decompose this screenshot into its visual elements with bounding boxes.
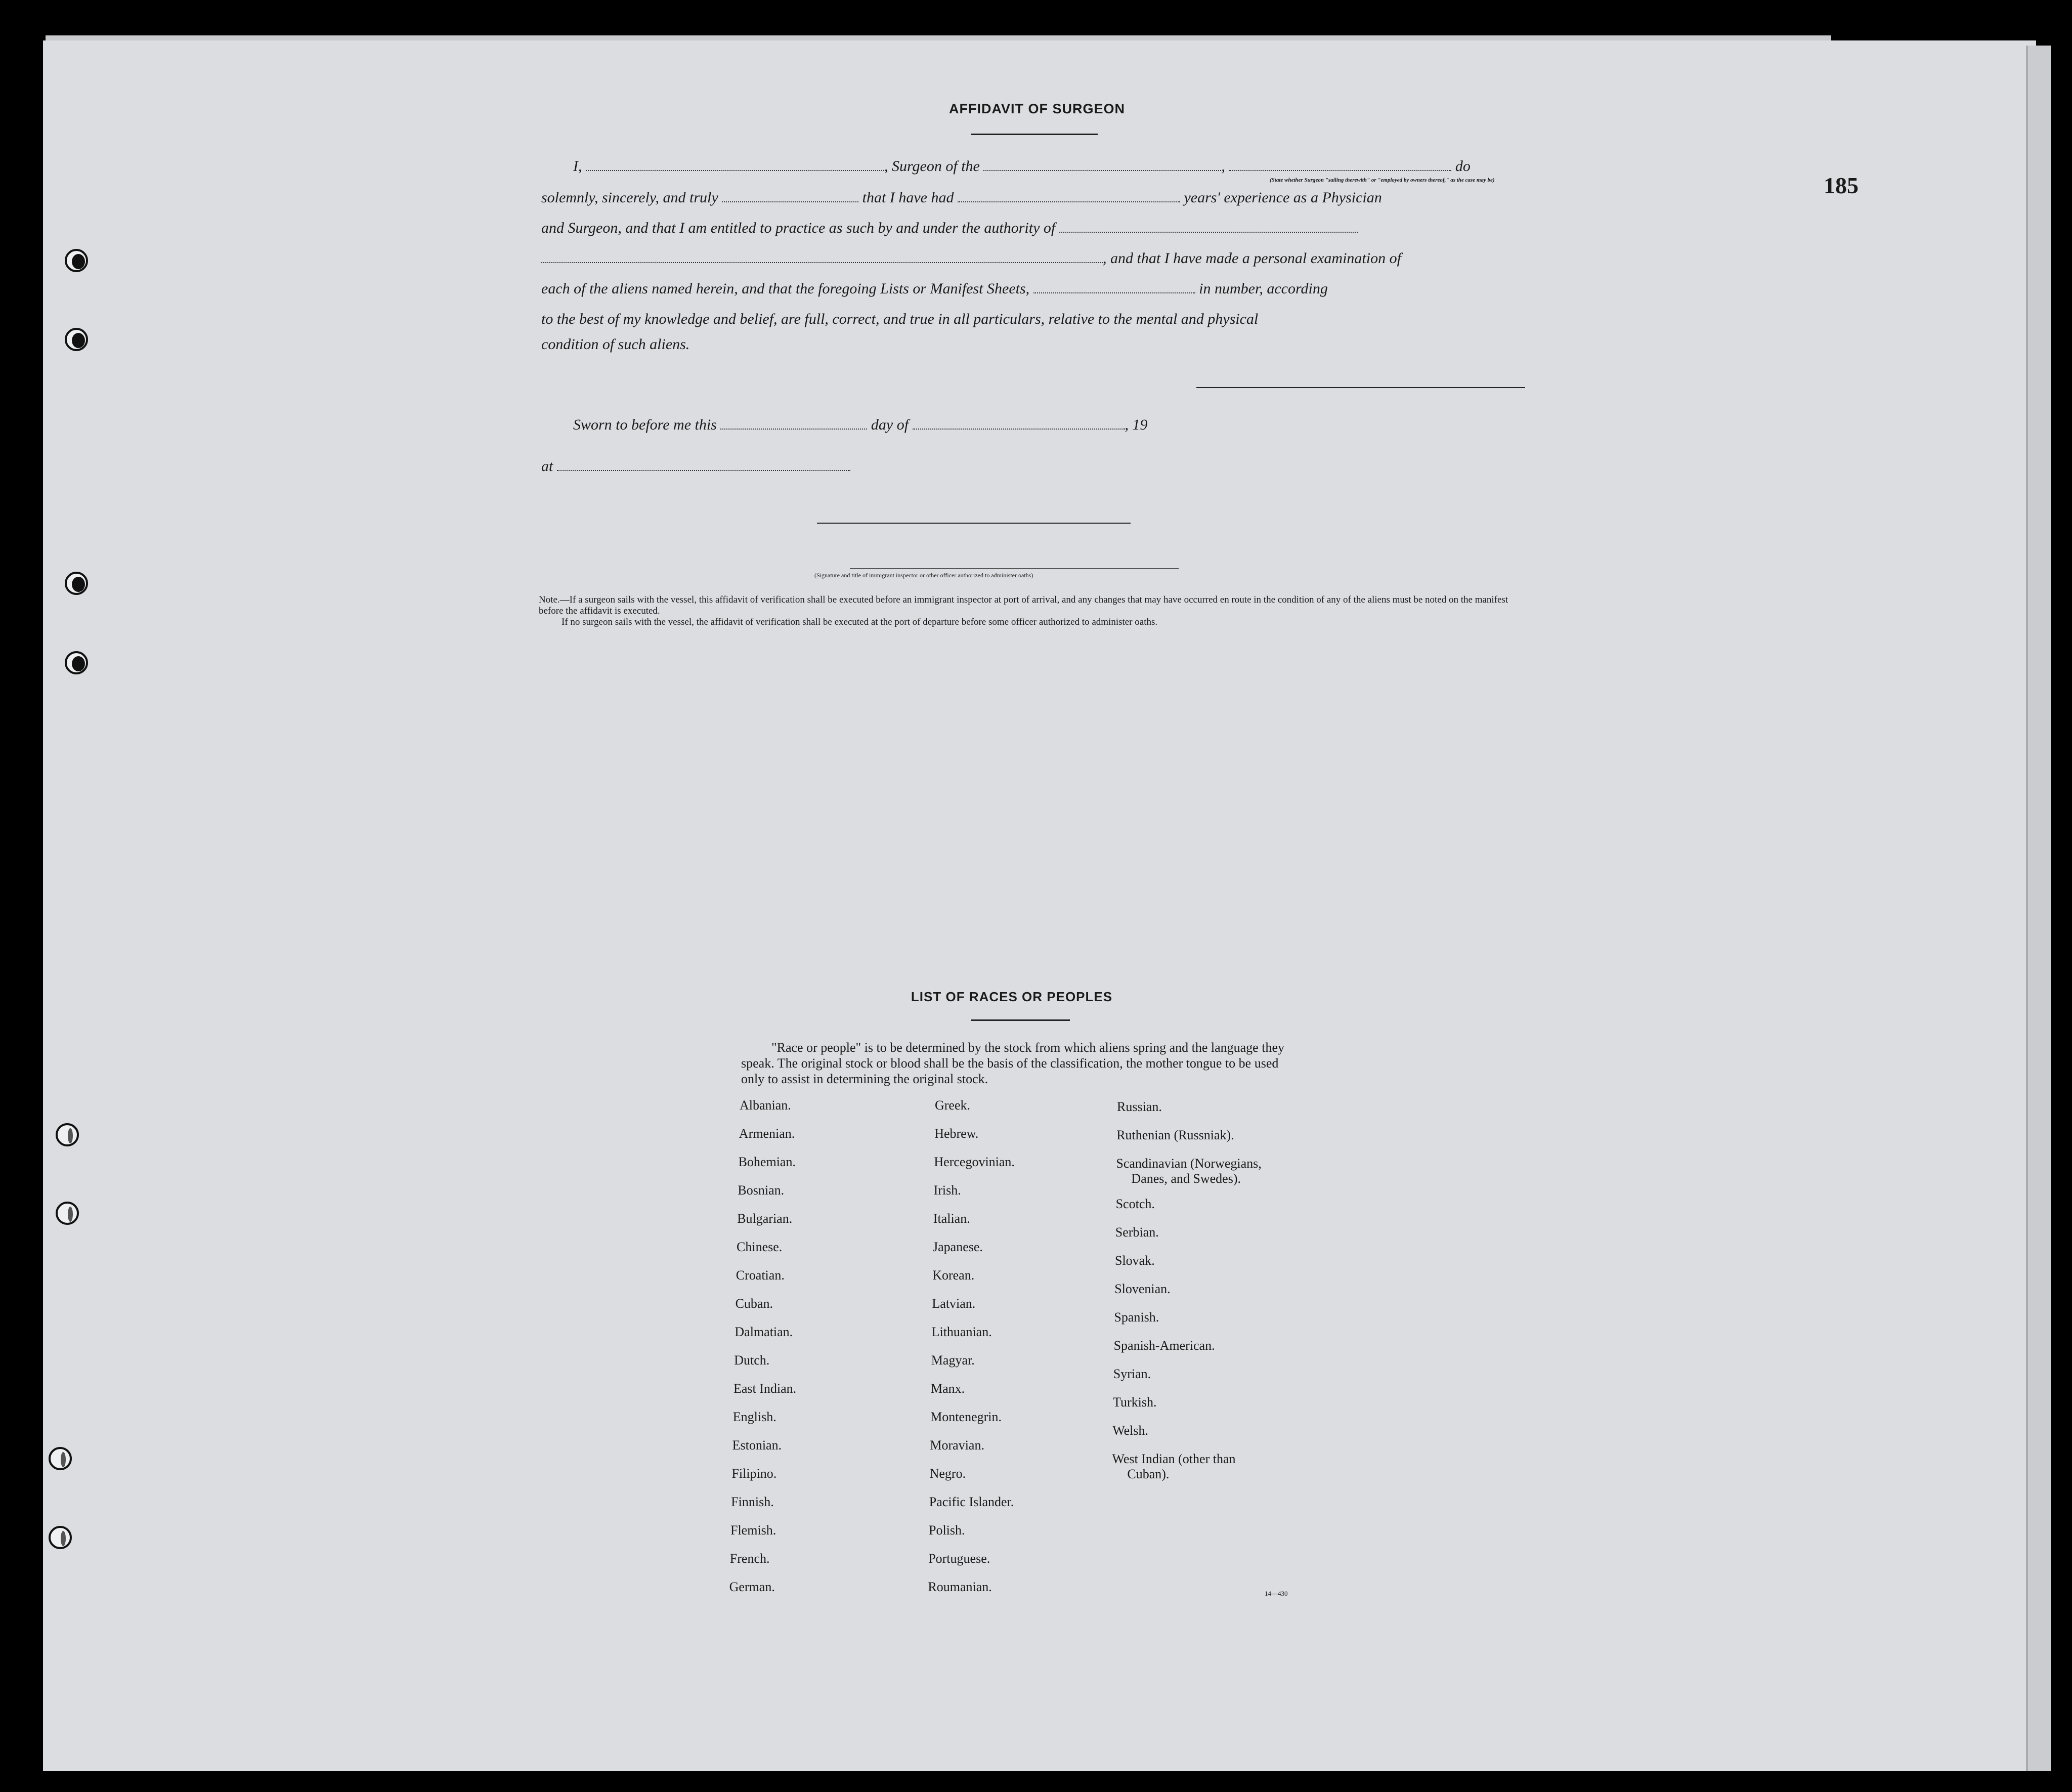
race-item: Hebrew. xyxy=(934,1126,979,1141)
punch-hole-icon xyxy=(56,1123,79,1146)
race-item: East Indian. xyxy=(733,1381,797,1396)
sheets-count-field[interactable] xyxy=(1033,281,1195,293)
aff-line6: to the best of my knowledge and belief, are full, correct, and true in all particulars, relative to the mental and physical xyxy=(541,311,1259,327)
page-binding-edge xyxy=(2026,46,2051,1771)
race-item: Roumanian. xyxy=(928,1580,992,1594)
race-item: Dalmatian. xyxy=(735,1325,793,1339)
aff-line1-c: , xyxy=(1221,158,1225,175)
punch-hole-icon xyxy=(65,651,88,674)
races-title: LIST OF RACES OR PEOPLES xyxy=(911,989,1113,1004)
race-item: Welsh. xyxy=(1112,1423,1149,1438)
race-item: Syrian. xyxy=(1113,1367,1151,1381)
race-item: Portuguese. xyxy=(928,1551,990,1566)
aff-line1-d: do xyxy=(1455,158,1471,175)
race-item: Turkish. xyxy=(1113,1395,1157,1410)
race-item: Latvian. xyxy=(932,1296,976,1311)
punch-hole-icon xyxy=(65,572,88,595)
punch-hole-icon xyxy=(65,249,88,272)
aff-line1-b: , Surgeon of the xyxy=(884,158,980,175)
aff-line7: condition of such aliens. xyxy=(541,336,690,353)
inspector-title-line[interactable] xyxy=(850,568,1179,569)
race-item: Cuban. xyxy=(735,1296,773,1311)
surgeon-status-field[interactable] xyxy=(1229,159,1451,171)
race-item: Irish. xyxy=(933,1183,961,1198)
sworn-c: , 19 xyxy=(1125,416,1148,433)
race-item: Ruthenian (Russniak). xyxy=(1116,1128,1234,1142)
race-item: Slovak. xyxy=(1115,1253,1155,1268)
aff-line2-c: years' experience as a Physician xyxy=(1184,189,1382,206)
race-item: Montenegrin. xyxy=(930,1410,1002,1424)
race-item: Polish. xyxy=(929,1523,965,1538)
race-item: Finnish. xyxy=(731,1495,774,1509)
surgeon-name-field[interactable] xyxy=(586,159,884,171)
surgeon-signature-line[interactable] xyxy=(1196,387,1525,388)
race-item: Croatian. xyxy=(736,1268,785,1283)
race-item: French. xyxy=(729,1551,770,1566)
sworn-b: day of xyxy=(871,416,909,433)
race-item: Lithuanian. xyxy=(931,1325,992,1339)
aff-line2-b: that I have had xyxy=(862,189,954,206)
aff-line1-a: I, xyxy=(573,158,582,175)
race-item: Bosnian. xyxy=(738,1183,785,1198)
race-item: Italian. xyxy=(933,1211,970,1226)
race-item: Pacific Islander. xyxy=(929,1495,1014,1509)
race-item: Hercegovinian. xyxy=(934,1155,1015,1169)
note-paragraph-1: Note.—If a surgeon sails with the vessel, this affidavit of verification shall be executed before an immigrant inspector at port of arrival, and any changes that may have occurred en route in the condition of any of the aliens must be noted on the manifest before the affidavit is executed. xyxy=(539,594,1508,616)
document-page xyxy=(43,40,2036,1771)
punch-hole-icon xyxy=(65,328,88,351)
inspector-caption: (Signature and title of immigrant inspector or other officer authorized to administer oaths) xyxy=(814,572,1033,579)
form-number: 14—430 xyxy=(1265,1590,1288,1597)
races-intro xyxy=(741,1040,1303,1087)
place-field[interactable] xyxy=(557,459,850,471)
race-item: Estonian. xyxy=(732,1438,782,1453)
affidavit-title: AFFIDAVIT OF SURGEON xyxy=(949,101,1125,116)
surgeon-status-note: (State whether Surgeon "sailing therewith" or "employed by owners thereof," as the case may be) xyxy=(1270,177,1495,183)
punch-hole-icon xyxy=(49,1526,72,1549)
at-label: at xyxy=(541,458,553,475)
race-item: Chinese. xyxy=(737,1240,783,1254)
race-item: Dutch. xyxy=(734,1353,770,1368)
vessel-name-field[interactable] xyxy=(983,159,1221,171)
race-item: Spanish. xyxy=(1114,1310,1159,1325)
sworn-a: Sworn to before me this xyxy=(573,416,717,433)
race-item: Negro. xyxy=(929,1466,966,1481)
aff-line5-a: each of the aliens named herein, and that the foregoing Lists or Manifest Sheets, xyxy=(541,280,1030,297)
race-item: Albanian. xyxy=(740,1098,791,1113)
race-item: Scandinavian (Norwegians, Danes, and Swedes). xyxy=(1116,1156,1262,1186)
race-item: Russian. xyxy=(1117,1099,1162,1114)
years-field[interactable] xyxy=(958,190,1180,202)
authority-field-cont[interactable] xyxy=(541,251,1103,263)
punch-hole-icon xyxy=(49,1447,72,1470)
title-underline xyxy=(971,134,1098,135)
page-number: 185 xyxy=(1824,173,1859,198)
race-item: Spanish-American. xyxy=(1113,1338,1215,1353)
race-item: Japanese. xyxy=(933,1240,983,1254)
race-item: English. xyxy=(732,1410,776,1424)
race-item: Armenian. xyxy=(739,1126,795,1141)
race-item: Flemish. xyxy=(730,1523,776,1538)
note-paragraph-2: If no surgeon sails with the vessel, the affidavit of verification shall be executed at the port of departure before some officer authorized to administer oaths. xyxy=(562,617,1158,627)
race-item: Greek. xyxy=(935,1098,971,1113)
race-item: Manx. xyxy=(931,1381,965,1396)
inspector-signature-line[interactable] xyxy=(817,523,1131,524)
race-item: West Indian (other than Cuban). xyxy=(1112,1452,1236,1481)
race-item: Serbian. xyxy=(1115,1225,1159,1240)
race-item: Bulgarian. xyxy=(737,1211,793,1226)
race-item: German. xyxy=(729,1580,775,1594)
race-item: Magyar. xyxy=(931,1353,975,1368)
punch-hole-icon xyxy=(56,1202,79,1225)
sworn-day-field[interactable] xyxy=(720,417,867,430)
authority-field[interactable] xyxy=(1059,221,1358,233)
sworn-month-field[interactable] xyxy=(913,417,1125,430)
race-item: Moravian. xyxy=(930,1438,984,1453)
race-item: Filipino. xyxy=(731,1466,777,1481)
affidavit-note xyxy=(539,594,1525,628)
races-intro-text: "Race or people" is to be determined by the stock from which aliens spring and the language they speak. The original stock or blood shall be the basis of the classification, the mother tongue to be used only to assist in determining the original stock. xyxy=(741,1040,1284,1086)
aff-line2-a: solemnly, sincerely, and truly xyxy=(541,189,718,206)
date-field[interactable] xyxy=(722,190,858,202)
race-item: Scotch. xyxy=(1115,1197,1155,1211)
aff-line4: , and that I have made a personal examination of xyxy=(1103,250,1401,267)
race-item: Bohemian. xyxy=(738,1155,796,1169)
race-item: Slovenian. xyxy=(1114,1282,1171,1296)
race-item: Korean. xyxy=(932,1268,975,1283)
aff-line3: and Surgeon, and that I am entitled to practice as such by and under the authority of xyxy=(541,220,1056,236)
races-title-underline xyxy=(971,1019,1070,1021)
aff-line5-b: in number, according xyxy=(1199,280,1328,297)
